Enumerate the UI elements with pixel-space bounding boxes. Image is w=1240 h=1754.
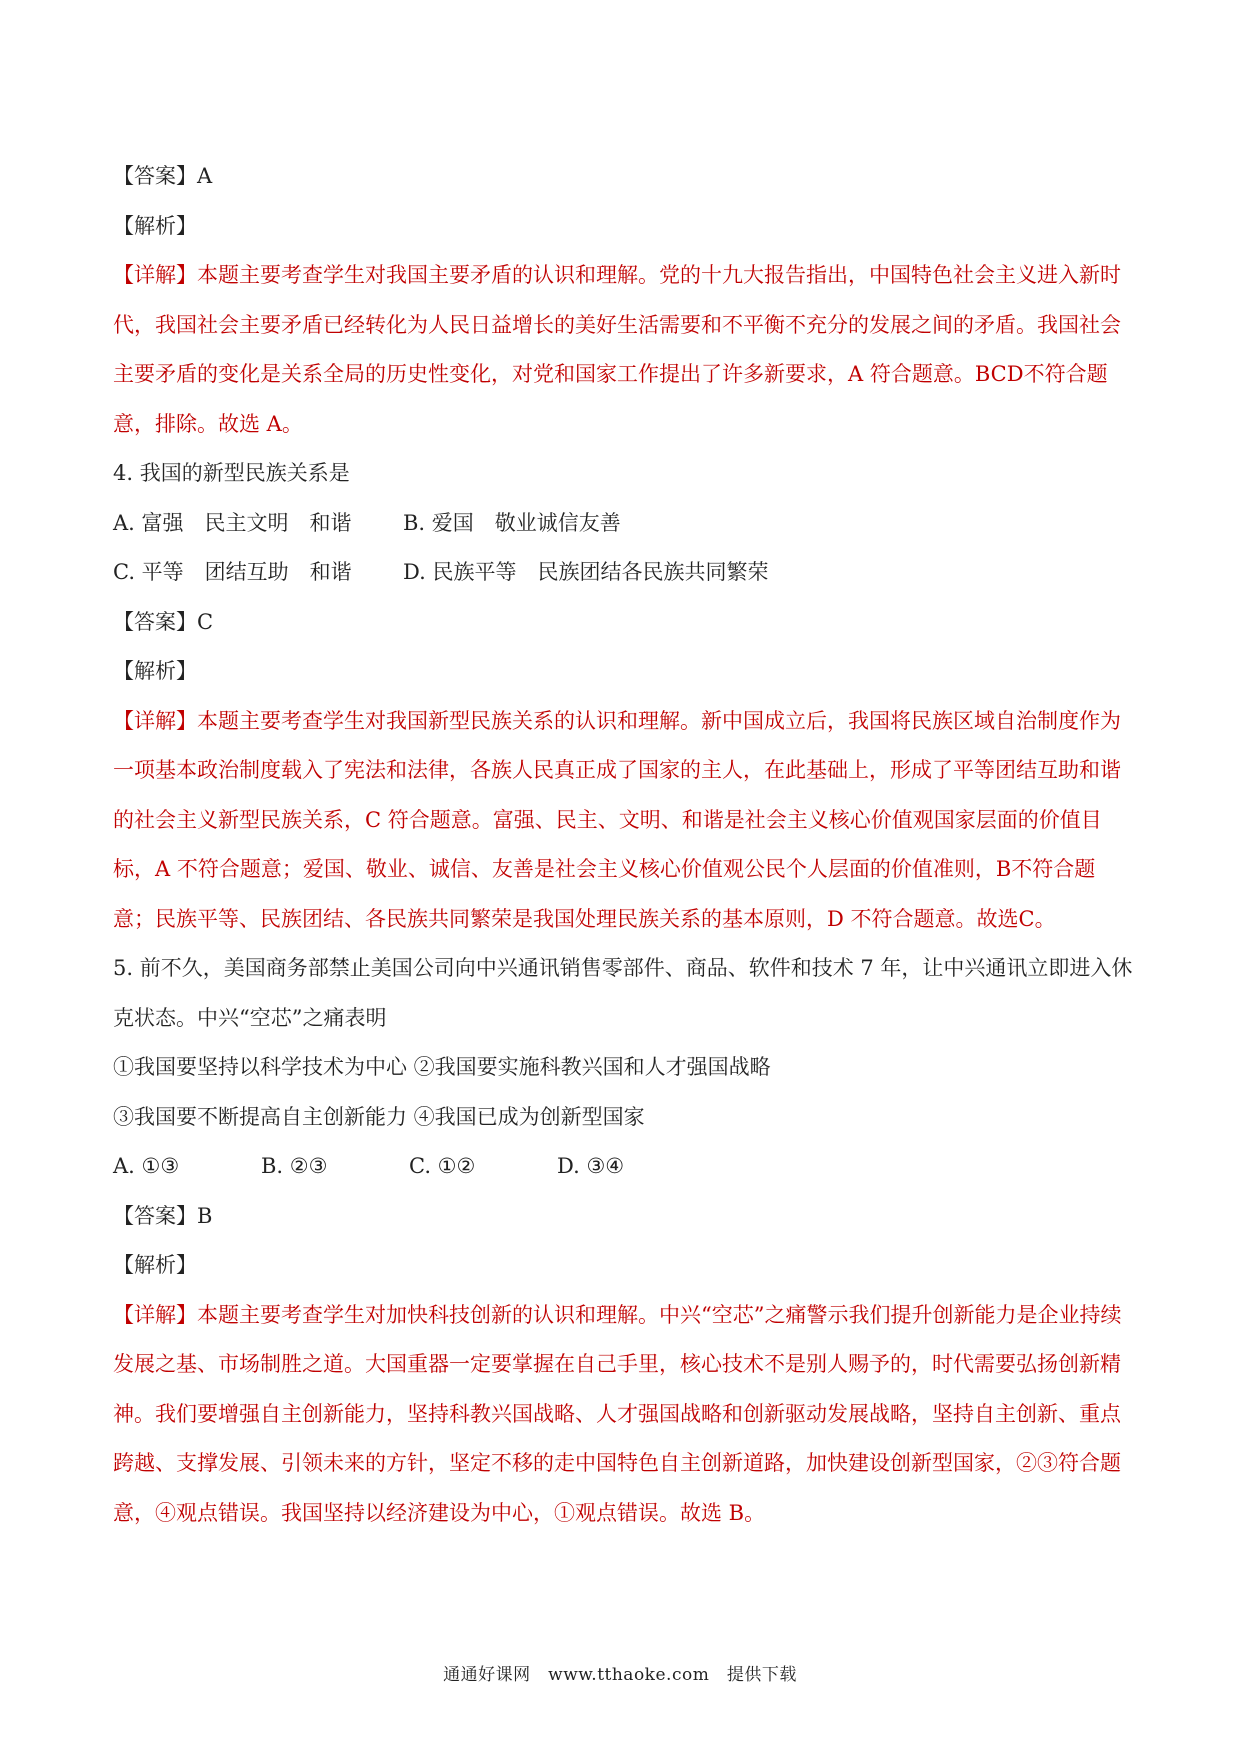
q5-detail: 【详解】本题主要考查学生对加快科技创新的认识和理解。中兴“空芯”之痛警示我们提升创新能力是企业持续发展之基、市场制胜之道。大国重器一定要掌握在自己手里，核心技术不是别人赐予的，时代需要弘扬创新精神。我们要增强自主创新能力，坚持科教兴国战略、人才强国战略和创新驱动发展战略，坚持自主创新、重点跨越、支撑发展、引领未来的方针，坚定不移的走中国特色自主创新道路，加快建设创新型国家，②③符合题意，④观点错误。我国坚持以经济建设为中心，①观点错误。故选 B。 — [113, 1302, 1122, 1525]
q3-detail: 【详解】本题主要考查学生对我国主要矛盾的认识和理解。党的十九大报告指出，中国特色社会主义进入新时代，我国社会主要矛盾已经转化为人民日益增长的美好生活需要和不平衡不充分的发展之间的矛盾。我国社会主要矛盾的变化是关系全局的历史性变化，对党和国家工作提出了许多新要求，A 符合题意。BCD不符合题意，排除。故选 A。 — [113, 263, 1121, 436]
q5-option-c: C. ①② — [409, 1154, 476, 1178]
page-content — [113, 152, 1133, 1538]
q5-option-a: A. ①③ — [113, 1154, 180, 1178]
q4-analysis-label: 【解析】 — [113, 659, 197, 683]
q5-statements-line-1: ①我国要坚持以科学技术为中心 ②我国要实施科教兴国和人才强国战略 — [113, 1055, 771, 1079]
q4-question: 4. 我国的新型民族关系是 — [113, 461, 350, 485]
q4-option-b: B. 爱国 敬业诚信友善 — [403, 510, 621, 535]
q3-answer: 【答案】A — [113, 164, 213, 188]
q5-answer: 【答案】B — [113, 1203, 213, 1228]
q4-option-c: C. 平等 团结互助 和谐 — [113, 560, 352, 584]
q4-detail: 【详解】本题主要考查学生对我国新型民族关系的认识和理解。新中国成立后，我国将民族区域自治制度作为一项基本政治制度载入了宪法和法律，各族人民真正成了国家的主人，在此基础上，形成了平等团结互助和谐的社会主义新型民族关系，C 符合题意。富强、民主、文明、和谐是社会主义核心价值观国家层面的价值目标，A 不符合题意；爱国、敬业、诚信、友善是社会主义核心价值观公民个人层面的价值准则，B不符合题意；民族平等、民族团结、各民族共同繁荣是我国处理民族关系的基本原则，D 不符合题意。故选C。 — [113, 708, 1121, 931]
q5-statements-line-2: ③我国要不断提高自主创新能力 ④我国已成为创新型国家 — [113, 1104, 645, 1129]
q5-question: 5. 前不久，美国商务部禁止美国公司向中兴通讯销售零部件、商品、软件和技术 7 年，让中兴通讯立即进入休克状态。中兴“空芯”之痛表明 — [113, 956, 1133, 1030]
q4-answer: 【答案】C — [113, 609, 214, 634]
q4-options-row-1 — [113, 499, 1133, 549]
q5-option-b: B. ②③ — [261, 1154, 328, 1178]
q5-option-d: D. ③④ — [557, 1154, 625, 1178]
q4-option-d: D. 民族平等 民族团结各民族共同繁荣 — [403, 560, 769, 584]
q4-options-row-2 — [113, 548, 1133, 598]
q4-option-a: A. 富强 民主文明 和谐 — [113, 510, 352, 535]
q5-options-row — [113, 1142, 1133, 1192]
page-footer: 通通好课网 www.tthaoke.com 提供下载 — [443, 1665, 797, 1685]
q3-analysis-label: 【解析】 — [113, 213, 197, 238]
q5-analysis-label: 【解析】 — [113, 1253, 197, 1277]
